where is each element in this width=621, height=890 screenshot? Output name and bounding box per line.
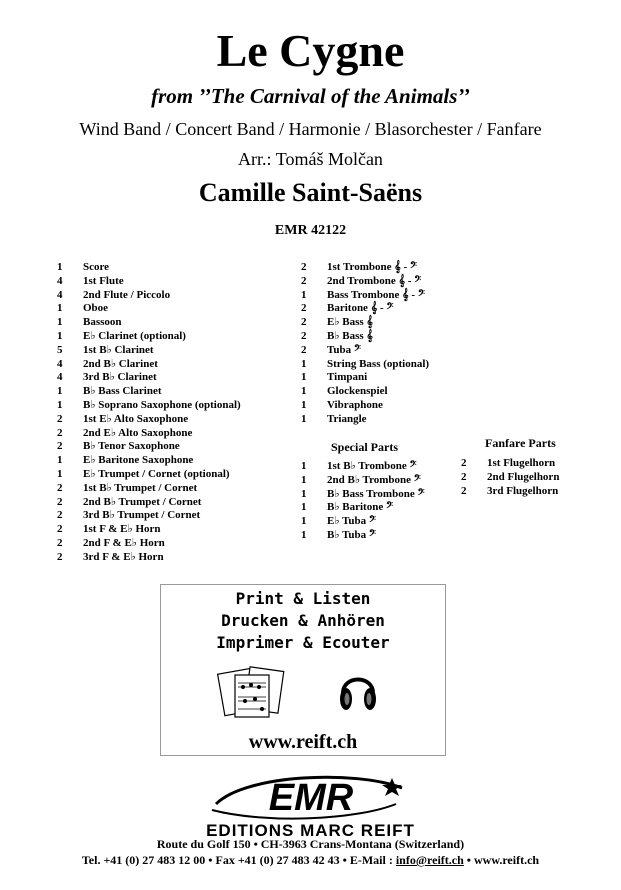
part-quantity: 1 bbox=[57, 454, 63, 467]
part-row bbox=[57, 344, 241, 358]
part-quantity: 2 bbox=[461, 484, 467, 497]
part-row bbox=[301, 344, 429, 358]
publisher-name: EDITIONS MARC REIFT bbox=[206, 821, 415, 840]
part-row bbox=[301, 330, 429, 344]
part-name: B♭ Tuba 𝄢 bbox=[327, 528, 376, 541]
composer-name: Camille Saint-Saëns bbox=[198, 178, 423, 207]
part-quantity: 1 bbox=[301, 385, 307, 398]
part-row bbox=[57, 523, 241, 537]
part-quantity: 1 bbox=[57, 467, 63, 480]
part-quantity: 2 bbox=[301, 261, 307, 273]
part-quantity: 1 bbox=[57, 385, 63, 398]
part-name: B♭ Baritone 𝄢 bbox=[327, 501, 394, 514]
part-name: Bass Trombone 𝄞 - 𝄢 bbox=[327, 288, 425, 301]
part-row bbox=[301, 413, 429, 427]
part-row bbox=[57, 399, 241, 413]
page-title: Le Cygne bbox=[216, 25, 405, 76]
part-row bbox=[57, 454, 241, 468]
part-row bbox=[461, 485, 559, 499]
part-name: 1st Flute bbox=[83, 274, 124, 287]
part-name: B♭ Bass 𝄞 bbox=[327, 329, 373, 342]
part-quantity: 5 bbox=[57, 343, 63, 356]
part-name: 1st F & E♭ Horn bbox=[83, 523, 161, 536]
part-quantity: 2 bbox=[57, 412, 63, 425]
promo-line-en: Print & Listen bbox=[235, 589, 371, 608]
part-row bbox=[461, 457, 559, 471]
part-name: Baritone 𝄞 - 𝄢 bbox=[327, 302, 394, 315]
part-row bbox=[57, 482, 241, 496]
part-quantity: 2 bbox=[57, 426, 63, 439]
special-parts-heading: Special Parts bbox=[331, 440, 398, 454]
part-name: 2nd Flugelhorn bbox=[487, 470, 560, 483]
part-name: 1st B♭ Trumpet / Cornet bbox=[83, 481, 198, 494]
part-name: 3rd B♭ Trumpet / Cornet bbox=[83, 509, 201, 522]
part-quantity: 2 bbox=[57, 550, 63, 563]
part-name: B♭ Bass Trombone 𝄢 bbox=[327, 487, 425, 500]
part-name: 3rd F & E♭ Horn bbox=[83, 550, 164, 563]
part-row bbox=[57, 302, 241, 316]
part-name: 2nd B♭ Trombone 𝄢 bbox=[327, 473, 421, 486]
part-quantity: 1 bbox=[301, 371, 307, 384]
part-quantity: 2 bbox=[57, 536, 63, 549]
parts-list-middle bbox=[301, 261, 429, 427]
part-row bbox=[57, 261, 241, 275]
part-row bbox=[301, 488, 425, 502]
part-row bbox=[301, 289, 429, 303]
part-name: Vibraphone bbox=[327, 398, 383, 411]
part-name: 1st B♭ Trombone 𝄢 bbox=[327, 460, 417, 472]
part-quantity: 2 bbox=[301, 274, 307, 287]
part-name: E♭ Trumpet / Cornet (optional) bbox=[83, 467, 230, 480]
part-quantity: 4 bbox=[57, 274, 63, 287]
part-quantity: 1 bbox=[301, 515, 307, 528]
part-name: B♭ Soprano Saxophone (optional) bbox=[83, 398, 241, 411]
part-quantity: 2 bbox=[57, 509, 63, 522]
part-name: Score bbox=[83, 261, 110, 273]
part-name: 3rd B♭ Clarinet bbox=[83, 371, 157, 384]
part-quantity: 2 bbox=[57, 523, 63, 536]
part-name: Bassoon bbox=[83, 316, 122, 329]
headphones-icon bbox=[337, 665, 379, 715]
part-row bbox=[57, 413, 241, 427]
part-quantity: 2 bbox=[461, 470, 467, 483]
part-name: 3rd Flugelhorn bbox=[487, 484, 559, 497]
part-name: B♭ Bass Clarinet bbox=[83, 385, 162, 398]
promo-line-de: Drucken & Anhören bbox=[221, 611, 385, 630]
part-row bbox=[57, 537, 241, 551]
part-name: Triangle bbox=[327, 412, 367, 425]
part-name: 1st Trombone 𝄞 - 𝄢 bbox=[327, 261, 417, 273]
part-quantity: 2 bbox=[57, 440, 63, 453]
part-row bbox=[301, 302, 429, 316]
part-row bbox=[57, 316, 241, 330]
part-quantity: 4 bbox=[57, 288, 63, 301]
scoring-line: Wind Band / Concert Band / Harmonie / Blasorchester / Fanfare bbox=[79, 119, 542, 139]
part-name: 2nd B♭ Trumpet / Cornet bbox=[83, 495, 202, 508]
part-row bbox=[57, 385, 241, 399]
part-name: 2nd E♭ Alto Saxophone bbox=[83, 426, 193, 439]
part-quantity: 2 bbox=[301, 316, 307, 329]
part-row bbox=[301, 316, 429, 330]
part-name: Tuba 𝄢 bbox=[327, 343, 361, 356]
catalog-number: EMR 42122 bbox=[274, 223, 347, 238]
subtitle: from ’’The Carnival of the Animals’’ bbox=[151, 84, 470, 108]
part-row bbox=[57, 289, 241, 303]
part-name: E♭ Clarinet (optional) bbox=[83, 329, 186, 342]
contact-website: • www.reift.ch bbox=[463, 853, 540, 867]
part-name: Glockenspiel bbox=[327, 385, 388, 398]
part-row bbox=[57, 551, 241, 565]
part-name: 1st E♭ Alto Saxophone bbox=[83, 412, 189, 425]
fanfare-parts-heading: Fanfare Parts bbox=[485, 436, 556, 450]
part-name: E♭ Bass 𝄞 bbox=[327, 316, 373, 329]
part-row bbox=[57, 427, 241, 441]
promo-line-fr: Imprimer & Ecouter bbox=[216, 633, 390, 652]
part-name: Timpani bbox=[327, 371, 368, 384]
part-row bbox=[57, 330, 241, 344]
part-name: E♭ Tuba 𝄢 bbox=[327, 515, 376, 528]
publisher-contact bbox=[0, 854, 621, 866]
part-quantity: 2 bbox=[57, 481, 63, 494]
part-row bbox=[301, 275, 429, 289]
part-row bbox=[301, 501, 425, 515]
part-quantity: 1 bbox=[301, 487, 307, 500]
publisher-address: Route du Golf 150 • CH-3963 Crans-Montana (Switzerland) bbox=[156, 837, 465, 851]
part-row bbox=[301, 460, 425, 474]
part-row bbox=[57, 509, 241, 523]
part-row bbox=[301, 529, 425, 543]
part-row bbox=[301, 261, 429, 275]
part-quantity: 2 bbox=[461, 457, 467, 469]
part-quantity: 2 bbox=[301, 302, 307, 315]
part-name: 2nd Flute / Piccolo bbox=[83, 288, 171, 301]
part-name: 1st Flugelhorn bbox=[487, 457, 556, 469]
part-name: 1st B♭ Clarinet bbox=[83, 343, 154, 356]
part-name: 2nd Trombone 𝄞 - 𝄢 bbox=[327, 274, 422, 287]
special-parts-list bbox=[301, 460, 425, 543]
part-quantity: 4 bbox=[57, 371, 63, 384]
part-quantity: 1 bbox=[301, 357, 307, 370]
part-quantity: 4 bbox=[57, 357, 63, 370]
part-row bbox=[301, 371, 429, 385]
part-row bbox=[57, 358, 241, 372]
part-row bbox=[57, 468, 241, 482]
logo-text: EMR bbox=[268, 777, 354, 819]
part-row bbox=[301, 515, 425, 529]
arranger-line: Arr.: Tomáš Molčan bbox=[238, 149, 383, 169]
sheet-music-icon bbox=[217, 663, 289, 719]
part-quantity: 2 bbox=[57, 495, 63, 508]
part-quantity: 1 bbox=[301, 460, 307, 472]
part-quantity: 1 bbox=[301, 412, 307, 425]
part-row bbox=[301, 385, 429, 399]
part-quantity: 1 bbox=[301, 398, 307, 411]
part-row bbox=[57, 275, 241, 289]
part-quantity: 1 bbox=[57, 261, 63, 273]
part-quantity: 2 bbox=[301, 343, 307, 356]
part-row bbox=[301, 474, 425, 488]
part-name: Oboe bbox=[83, 302, 109, 315]
part-quantity: 1 bbox=[57, 316, 63, 329]
part-quantity: 1 bbox=[301, 501, 307, 514]
print-listen-box bbox=[160, 584, 446, 756]
part-row bbox=[57, 496, 241, 510]
part-quantity: 2 bbox=[301, 329, 307, 342]
part-quantity: 1 bbox=[57, 398, 63, 411]
part-name: 2nd B♭ Clarinet bbox=[83, 357, 158, 370]
part-name: B♭ Tenor Saxophone bbox=[83, 440, 180, 453]
part-quantity: 1 bbox=[57, 302, 63, 315]
parts-list-left bbox=[57, 261, 241, 565]
part-row bbox=[57, 440, 241, 454]
fanfare-parts-list bbox=[461, 457, 559, 498]
email-link[interactable]: info@reift.ch bbox=[395, 853, 464, 867]
part-quantity: 1 bbox=[57, 329, 63, 342]
website-link[interactable]: www.reift.ch bbox=[248, 731, 358, 753]
part-row bbox=[57, 371, 241, 385]
part-row bbox=[301, 399, 429, 413]
part-name: E♭ Baritone Saxophone bbox=[83, 454, 194, 467]
part-quantity: 1 bbox=[301, 288, 307, 301]
part-quantity: 1 bbox=[301, 528, 307, 541]
emr-logo bbox=[206, 770, 416, 822]
part-quantity: 1 bbox=[301, 473, 307, 486]
part-name: 2nd F & E♭ Horn bbox=[83, 536, 165, 549]
part-name: String Bass (optional) bbox=[327, 357, 430, 370]
contact-phone-fax: Tel. +41 (0) 27 483 12 00 • Fax +41 (0) 27 483 42 43 • E-Mail : bbox=[81, 853, 396, 867]
part-row bbox=[461, 471, 559, 485]
part-row bbox=[301, 358, 429, 372]
